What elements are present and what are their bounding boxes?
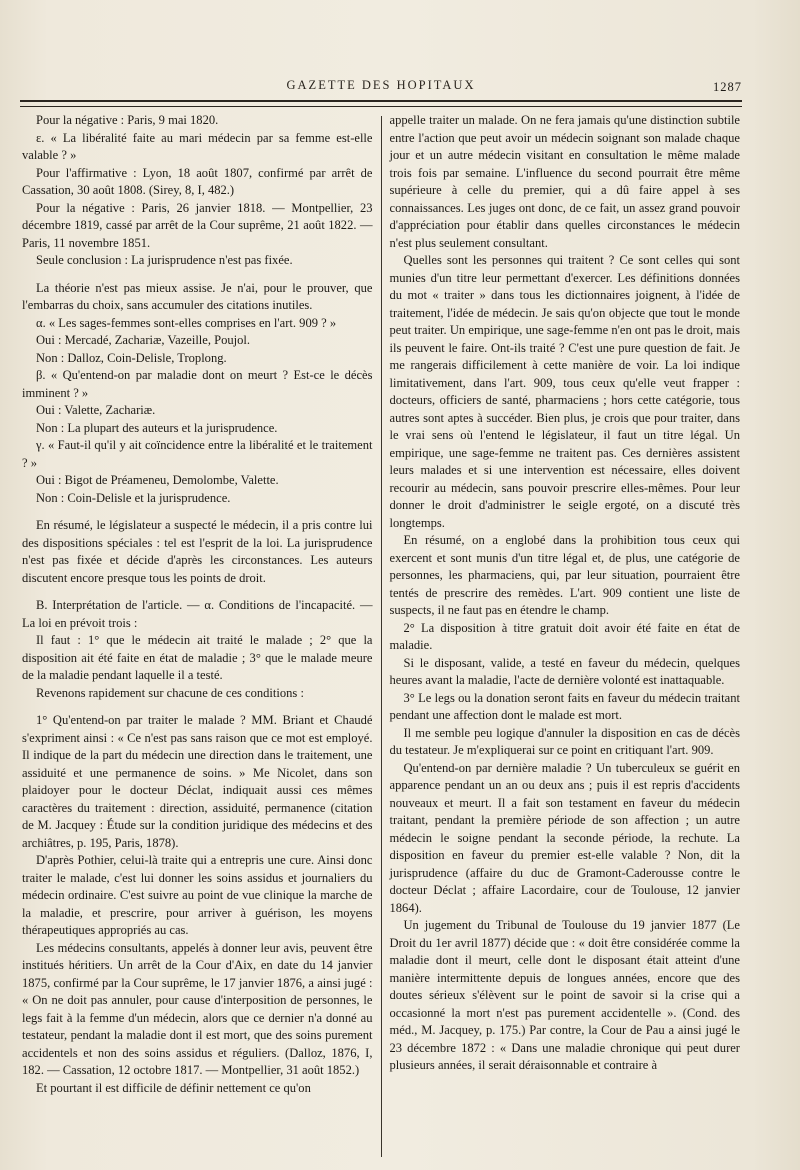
header-rule-thick: [20, 100, 742, 102]
paragraph: Pour la négative : Paris, 9 mai 1820.: [36, 113, 219, 127]
running-title: GAZETTE DES HOPITAUX: [286, 78, 476, 92]
paragraph: En résumé, le législateur a suspecté le médecin, il a pris contre lui des dispositions spéciales : tel est l'esprit de la loi. La jurisprudence n'est pas fixée et décide d'après les circonstances. Les auteurs discutent encore presque tous les points de droit.: [22, 518, 373, 585]
right-column: [382, 112, 741, 1157]
page-header: [20, 76, 742, 98]
paragraph: Il faut : 1° que le médecin ait traité le malade ; 2° que la disposition ait été faite en état de maladie ; 3° que le malade meure de la maladie pendant laquelle il a testé.: [22, 633, 373, 682]
paragraph: β. « Qu'entend-on par maladie dont on meurt ? Est-ce le décès imminent ? »: [22, 368, 373, 400]
paragraph: Si le disposant, valide, a testé en faveur du médecin, quelques heures avant la maladie, l'acte de dernière volonté est inattaquable.: [389, 655, 740, 687]
paragraph: Oui : Mercadé, Zachariæ, Vazeille, Poujol.: [36, 333, 251, 347]
paragraph: Oui : Bigot de Préameneu, Demolombe, Valette.: [36, 473, 279, 487]
paragraph: La théorie n'est pas mieux assise. Je n'ai, pour le prouver, que l'embarras du choix, sans accumuler des citations inutiles.: [22, 280, 373, 312]
paragraph: γ. « Faut-il qu'il y ait coïncidence entre la libéralité et le traitement ? »: [22, 438, 373, 470]
paragraph: Les médecins consultants, appelés à donner leur avis, peuvent être institués héritiers. Un arrêt de la Cour d'Aix, en date du 14 janvier 1875, confirmé par la Cour suprême, le 17 janvier 1876, a ainsi jugé : « On ne doit pas annuler, pour cause d'interposition de personnes, le legs fait à la femme d'un médecin, alors que ce dernier n'a donné au testateur, pendant la maladie dont il est mort, que des soins purement accidentels et non des soins assidus et réguliers. (Dalloz, 1876, I, 182. — Cassation, 12 octobre 1817. — Montpellier, 31 août 1852.): [22, 940, 373, 1077]
paragraph: 3° Le legs ou la donation seront faits en faveur du médecin traitant pendant une affection dont le malade est mort.: [389, 690, 740, 722]
header-rule-thin: [20, 106, 742, 107]
paragraph: 2° La disposition à titre gratuit doit avoir été faite en état de maladie.: [389, 620, 740, 652]
paragraph: α. « Les sages-femmes sont-elles comprises en l'art. 909 ? »: [36, 315, 337, 330]
paragraph: 1° Qu'entend-on par traiter le malade ? MM. Briant et Chaudé s'expriment ainsi : « Ce n'est pas sans raison que ce mot est employé. Il indique de la part du médecin une direction dans le traitement, une assiduité et une permanence de soins. » Me Nicolet, dans son plaidoyer pour le docteur Déclat, indiquait aussi ces mêmes caractères du traitement : direction, assiduité, permanence (citation de M. Jacquey : Étude sur la condition juridique des médecins et des archiâtres, p. 195, Paris, 1878).: [22, 713, 373, 850]
paragraph: D'après Pothier, celui-là traite qui a entrepris une cure. Ainsi donc traiter le malade, c'est lui donner les soins assidus et journaliers du médecin ordinaire. C'est suivre au point de vue clinique la marche de la maladie, et prescrire, pour arriver à guérison, les moyens thérapeutiques appropriés au cas.: [22, 853, 373, 937]
paragraph: Seule conclusion : La jurisprudence n'est pas fixée.: [36, 253, 293, 267]
paragraph: Non : Coin-Delisle et la jurisprudence.: [36, 490, 231, 505]
paragraph: appelle traiter un malade. On ne fera jamais qu'une distinction subtile entre l'action que peut avoir un médecin soignant son malade chaque jour et un autre médecin visitant en consultation le même malade trois fois par semaine. L'influence du second pourrait être même supérieure à celle du premier, qui a dû faire appel à ses connaissances. Les juges ont donc, de ce fait, un assez grand pouvoir d'appréciation pour établir dans quelles circonstances le médecin n'est plus seulement consultant.: [389, 113, 740, 250]
paragraph: Quelles sont les personnes qui traitent ? Ce sont celles qui sont munies d'un titre leur permettant d'exercer. Les définitions données du mot « traiter » dans tous les dictionnaires joignent, à l'idée de traitement, l'idée de médecin. Je sais qu'on objecte que tout le monde peut traiter. Un empirique, une sage-femme n'en ont pas le droit, mais ils peuvent le faire. Ont-ils traité ? C'est une pure question de fait. Je me rangerais difficilement à cette manière de voir. La loi indique limitativement, dans l'art. 909, tous ceux qu'elle veut frapper : docteurs, officiers de santé, pharmaciens ; hors cette catégorie, tous autres sont aptes à succéder. Bien plus, je crois que pour traiter, dans le vrai sens où l'entend le législateur, il faut un titre légal. Un empirique, une sage-femme ne traitent pas. Ces dernières assistent leurs malades et si une intervention est nécessaire, elles doivent recourir au médecin, sans pouvoir prescrire elles-mêmes. Pour leur donner le droit d'administrer le seigle ergoté, on a discuté très longtemps.: [389, 253, 740, 530]
paragraph: Non : La plupart des auteurs et la jurisprudence.: [36, 420, 278, 435]
paragraph: Il me semble peu logique d'annuler la disposition en cas de décès du testateur. Je m'expliquerai sur ce point en critiquant l'art. 909.: [389, 725, 740, 757]
paragraph: Pour l'affirmative : Lyon, 18 août 1807, confirmé par arrêt de Cassation, 30 août 1808. (Sirey, 8, I, 482.): [22, 165, 373, 197]
paragraph: Un jugement du Tribunal de Toulouse du 19 janvier 1877 (Le Droit du 1er avril 1877) décide que : « doit être considérée comme la maladie dont il meurt, celle dont le disposant était atteint d'une manière intermittente depuis de longues années, encore que des doutes sérieux s'élèvent sur le point de savoir si la crise qui a occasionné la mort n'est pas purement accidentelle ». (Cond. des méd., M. Jacquey, p. 175.) Par contre, la Cour de Pau a ainsi jugé le 23 décembre 1872 : « Dans une maladie chronique qui peut durer plusieurs années, il serait déraisonnable et contraire à: [389, 918, 740, 1072]
paragraph: Pour la négative : Paris, 26 janvier 1818. — Montpellier, 23 décembre 1819, cassé par arrêt de la Cour suprême, 21 août 1822. — Paris, 11 novembre 1851.: [22, 200, 373, 250]
paragraph: B. Interprétation de l'article. — α. Conditions de l'incapacité. — La loi en prévoit trois :: [22, 598, 373, 630]
paragraph: Et pourtant il est difficile de définir nettement ce qu'on: [36, 1080, 311, 1095]
page-number: 1287: [713, 80, 742, 94]
paragraph: Non : Dalloz, Coin-Delisle, Troplong.: [36, 350, 227, 365]
left-column: [22, 112, 381, 1157]
paragraph: Qu'entend-on par dernière maladie ? Un tuberculeux se guérit en apparence pendant un an ou deux ans ; puis il est repris d'accidents nouveaux et meurt. Il a fait son testament en faveur du médecin traitant, pendant la première période de son affection ; un autre médecin le soigne pendant la seconde période, la rechute. La disposition en faveur du premier est-elle valable ? Non, dit la jurisprudence (affaire du duc de Gramont-Caderousse contre le docteur Déclat ; affaire Lacordaire, cour de Toulouse, 12 janvier 1864).: [389, 760, 740, 915]
paragraph: Oui : Valette, Zachariæ.: [36, 403, 156, 417]
paragraph: En résumé, on a englobé dans la prohibition tous ceux qui exercent et sont munis d'un titre légal et, de plus, une catégorie de personnes, les pharmaciens, qui, par leur situation, pourraient être tentés de prescrire des remèdes. L'art. 909 contient une liste de suspects, il ne faut pas en étendre le champ.: [389, 533, 740, 617]
paragraph: ε. « La libéralité faite au mari médecin par sa femme est-elle valable ? »: [22, 130, 373, 162]
article-columns: [22, 112, 740, 1157]
paragraph: Revenons rapidement sur chacune de ces conditions :: [36, 685, 304, 700]
